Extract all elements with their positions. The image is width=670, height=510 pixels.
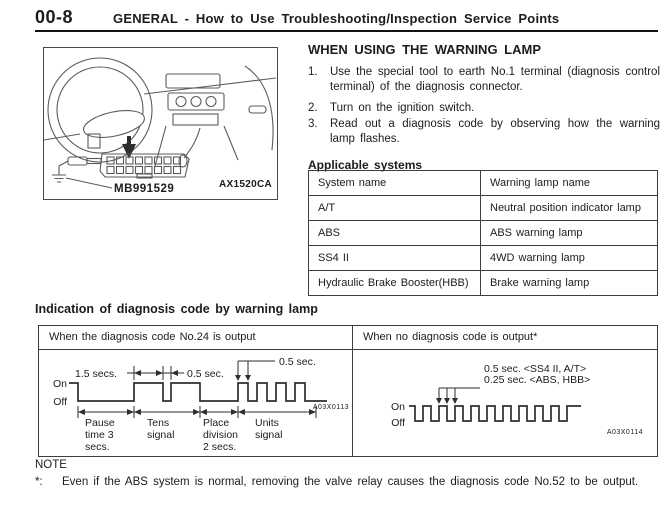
dashboard-sketch (44, 48, 276, 198)
indication-heading: Indication of diagnosis code by warning lamp (35, 302, 318, 316)
off-label: Off (391, 417, 405, 429)
ground-wire (59, 161, 68, 175)
segment-label-units: Units signal (255, 417, 283, 441)
cell-system: Hydraulic Brake Booster(HBB) (309, 271, 481, 296)
table-row (309, 246, 658, 271)
applicable-systems-table (308, 170, 658, 296)
dim-label-units-0-5-sec: 0.5 sec. (279, 356, 316, 368)
segment-label-place: Place division 2 secs. (203, 417, 239, 453)
table-header-row (309, 171, 658, 196)
page-number: 00-8 (35, 7, 74, 27)
step-number: 1. (308, 66, 318, 78)
no-code-waveform-panel (353, 350, 657, 456)
diagnosis-connector-illustration (43, 47, 278, 200)
shift-lever (184, 128, 200, 158)
cell-lamp: Brake warning lamp (481, 271, 658, 296)
code-24-waveform-panel (39, 350, 353, 456)
cell-lamp: ABS warning lamp (481, 221, 658, 246)
door-handle (249, 106, 266, 113)
annotation-abs-hbb: 0.25 sec. <ABS, HBB> (484, 374, 591, 386)
console-right-edge (224, 126, 238, 160)
cell-system: ABS (309, 221, 481, 246)
climate-knob (191, 97, 201, 107)
page-header (35, 7, 660, 28)
segment-label-pause: Pause time 3 secs. (85, 417, 115, 453)
note-section (35, 458, 643, 490)
table-row (309, 221, 658, 246)
radio-unit (173, 114, 218, 125)
diagnosis-table-header (39, 326, 657, 350)
step-text: Read out a diagnosis code by observing how the warning lamp flashes. (330, 117, 660, 145)
off-label: Off (53, 396, 67, 408)
page-title: GENERAL - How to Use Troubleshooting/Inspection Service Points (113, 11, 560, 26)
dim-label-0-5-sec: 0.5 sec. (187, 368, 224, 380)
step-text: Turn on the ignition switch. (330, 102, 475, 115)
on-label: On (52, 378, 67, 390)
dash-left-edge (44, 134, 80, 140)
section-heading: WHEN USING THE WARNING LAMP (308, 42, 541, 57)
note-heading: NOTE (35, 459, 67, 471)
cell-system: A/T (309, 196, 481, 221)
cell-lamp: 4WD warning lamp (481, 246, 658, 271)
cell-system: SS4 II (309, 246, 481, 271)
no-code-waveform (409, 406, 581, 421)
annotation-ss4-at: 0.5 sec. <SS4 II, A/T> (484, 363, 587, 375)
tool-label-leader (66, 178, 112, 188)
dash-top-edge (144, 78, 276, 94)
dim-label-1-5-secs: 1.5 secs. (75, 368, 118, 380)
steering-wheel-hub (81, 106, 147, 142)
ground-symbol-icon (52, 175, 66, 182)
illustration-figure-code: AX1520CA (219, 179, 272, 190)
applicable-systems-heading: Applicable systems (308, 157, 423, 172)
table-row (309, 196, 658, 221)
tool-part-number: MB991529 (114, 183, 175, 195)
diagnosis-connector (100, 154, 189, 178)
climate-knob (206, 97, 216, 107)
code-24-waveform (69, 383, 327, 401)
right-panel-header: When no diagnosis code is output* (363, 331, 538, 343)
step-3 (308, 117, 660, 147)
step-1 (308, 65, 660, 95)
note-text: Even if the ABS system is normal, removing the valve relay causes the diagnosis code No.52 to be output. (62, 475, 639, 488)
procedure-steps (308, 65, 660, 147)
right-figure-code: A03X0114 (606, 429, 643, 436)
on-label: On (390, 401, 405, 413)
warning-lamp-section (308, 42, 660, 172)
diagnosis-table-body (39, 350, 657, 456)
cell-lamp: Neutral position indicator lamp (481, 196, 658, 221)
col-header-system: System name (309, 171, 481, 196)
left-figure-code: A03X0113 (312, 404, 349, 411)
left-panel-header: When the diagnosis code No.24 is output (39, 326, 353, 349)
header-rule (35, 30, 658, 32)
step-number: 2. (308, 102, 318, 115)
climate-knob (176, 97, 186, 107)
step-2 (308, 101, 660, 116)
step-number: 3. (308, 117, 318, 130)
tool-body (68, 157, 87, 165)
table-row (309, 271, 658, 296)
segment-label-tens: Tens signal (147, 417, 175, 441)
diagnosis-code-table (38, 325, 658, 457)
note-marker: *: (35, 475, 43, 488)
col-header-lamp: Warning lamp name (481, 171, 658, 196)
step-text: Use the special tool to earth No.1 terminal (diagnosis control terminal) of the diagnosis connector. (330, 66, 660, 94)
